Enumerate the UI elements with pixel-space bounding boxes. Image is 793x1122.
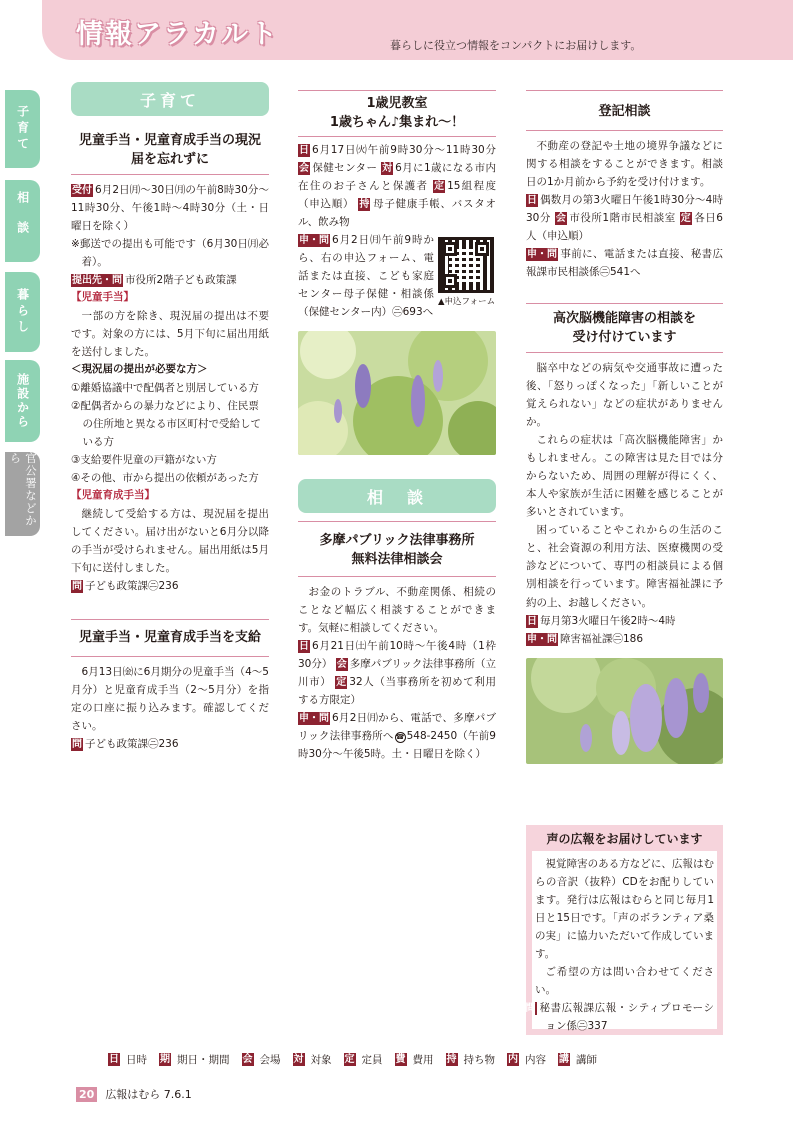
tag-venue: 会: [299, 162, 309, 174]
paragraph: 視覚障害のある方などに、広報はむらの音訳（抜粋）CDをお配りしています。発行は広報はむらと同じ毎月1日と15日です。「声のボランティア桑の実」に協力いただいて作成しています。: [535, 858, 714, 961]
column-1: [71, 82, 269, 753]
paragraph: 一部の方を除き、現況届の提出は不要です。対象の方には、5月下旬に届出用紙を送付しました。: [71, 309, 269, 358]
tag-inquiry: 問: [72, 581, 82, 593]
submit-line: [71, 271, 269, 289]
legend-label: 定員: [361, 1054, 383, 1066]
article-title: [298, 521, 496, 577]
tag-apply: 申・問: [299, 234, 329, 246]
tag-apply: 申・問: [527, 249, 557, 261]
article-body: [298, 141, 496, 231]
list-item: ②配偶者からの暴力などにより、住民票の住所地と異なる市区町村で受給している方: [71, 399, 262, 448]
apply-line: [298, 709, 496, 763]
legend-tag: 定: [344, 1054, 355, 1065]
article-body: [298, 637, 496, 709]
article-title: [298, 90, 496, 137]
contact-text: 秘書広報課広報・シティプロモーション係㋥337: [539, 1002, 714, 1033]
side-tab-living[interactable]: [5, 272, 40, 352]
legend-tag: 会: [242, 1054, 253, 1065]
column-3: [526, 90, 723, 764]
article-title: [526, 303, 723, 353]
list-item: ③支給要件児童の戸籍がない方: [71, 453, 217, 466]
article-title-line: 多摩パブリック法律事務所: [319, 533, 475, 549]
legend-item: [293, 1052, 332, 1067]
mail-note: ※郵送での提出も可能です（6月30日㈪必着）。: [71, 237, 269, 268]
phone-icon: ☎: [395, 733, 405, 742]
section-header-childcare: 子育て: [71, 82, 269, 116]
venue-text: 保健センター: [312, 161, 378, 174]
apply-text: 6月2日㈪から、電話で、多摩パブリック法律事務所へ: [298, 712, 496, 743]
tag-date: 日: [527, 194, 537, 206]
legend-label: 日時: [126, 1054, 147, 1066]
legend-label: 講師: [576, 1054, 597, 1066]
wisteria-image: [298, 331, 496, 455]
date-text: 6月17日㈫午前9時30分～11時30分: [312, 143, 496, 156]
box-body: [525, 851, 717, 1035]
tag-date: 日: [299, 144, 309, 156]
paragraph: これらの症状は「高次脳機能障害」かもしれません。この障害は見た目では分からないため、周囲の理解が得にくく、本人や家族が生活に困難を感じることが多いとされています。: [526, 434, 723, 519]
subhead-required: ＜現況届の提出が必要な方＞: [71, 362, 208, 375]
wisteria-image: [526, 658, 723, 764]
paragraph: 不動産の登記や土地の境界争議などに関する相談をすることができます。相談日の1か月前から予約を受け付けます。: [526, 139, 723, 188]
legend-label: 持ち物: [463, 1054, 495, 1066]
article-body: [71, 181, 269, 235]
side-tab-label: 施設から: [15, 373, 30, 429]
tag-date: 日: [527, 615, 537, 627]
legend-label: 内容: [525, 1054, 546, 1066]
contact-line: [525, 999, 714, 1035]
side-tab-childcare[interactable]: [5, 90, 40, 168]
contact-line: [71, 735, 269, 753]
apply-text: 障害福祉課㋥186: [560, 632, 644, 645]
submit-text: 市役所2階子ども政策課: [125, 273, 237, 286]
subhead-upbringing-allowance: 【児童育成手当】: [71, 489, 155, 502]
page-footer: [76, 1086, 192, 1102]
article-title-text: 児童手当・児童育成手当の現況届を忘れずに: [78, 133, 261, 167]
tag-capacity: 定: [336, 677, 347, 689]
legend-tag: 講: [559, 1054, 569, 1065]
side-tab-consult[interactable]: [5, 180, 40, 262]
qr-finder: [443, 242, 457, 256]
date-text: 偶数月の第3火曜日午後1時30分～4時30分: [526, 193, 723, 225]
legend-label: 対象: [310, 1054, 332, 1066]
list-item: ①離婚協議中で配偶者と別居している方: [71, 381, 259, 394]
paragraph: 継続して受給する方は、現況届を提出してください。届け出がないと6月分以降の手当が受けられません。届出用紙は5月下旬に送付しました。: [71, 507, 269, 575]
tag-reception: 受付: [72, 184, 92, 196]
column-2: [298, 90, 496, 763]
target-text: 6月に1歳になる市内在住のお子さんと保護者: [298, 161, 496, 192]
paragraph: 困っていることやこれからの生活のこと、社会資源の利用方法、医療機関の受診などについて、専門の相談員による個別相談を行っています。障害福祉課に予約の上、お越しください。: [526, 524, 723, 609]
date-line: [526, 612, 723, 630]
venue-text: 多摩パブリック法律事務所（立川市）: [298, 658, 496, 689]
side-tab-facilities[interactable]: [5, 360, 40, 442]
voice-pr-box: [526, 825, 723, 1035]
legend-label: 費用: [412, 1054, 434, 1066]
article-title: [71, 619, 269, 657]
legend-item: [344, 1052, 383, 1067]
article-title-line: 受け付けています: [572, 330, 677, 346]
qr-caption: ▲申込フォーム: [438, 296, 496, 307]
subhead-child-allowance: 【児童手当】: [71, 290, 134, 303]
contact-text: 子ども政策課㋥236: [85, 580, 179, 593]
qr-finder: [443, 274, 457, 288]
tag-target: 対: [382, 162, 393, 174]
legend-tag: 期: [160, 1054, 170, 1065]
page-number: 20: [76, 1087, 97, 1102]
article-title: [71, 126, 269, 175]
legend-label: 期日・期間: [177, 1054, 230, 1066]
tag-venue: 会: [336, 659, 347, 671]
reception-text: 6月2日㈪～30日㈪の午前8時30分～11時30分、午後1時～4時30分（土・日曜日を除く）: [71, 183, 269, 232]
legend-item: [159, 1052, 230, 1067]
apply-block: [298, 231, 496, 321]
legend-item: [507, 1052, 546, 1067]
tag-inquiry: 問: [525, 1003, 536, 1015]
article-title-text: 登記相談: [598, 104, 651, 119]
article-title-text: 児童手当・児童育成手当を支給: [78, 630, 261, 646]
legend-item: [558, 1052, 597, 1067]
date-text: 6月21日㈯午前10時～午後4時（1枠30分）: [298, 639, 496, 671]
capacity-text: 32人（当事務所を初めて利用する方限定）: [298, 676, 496, 707]
side-tab-label: 相談: [15, 191, 30, 251]
legend-tag: 日: [109, 1054, 119, 1065]
tag-capacity: 定: [680, 213, 691, 225]
tag-inquiry: 問: [72, 739, 82, 751]
article-title-line: 1歳児教室: [366, 96, 428, 111]
capacity-text: 15組程度（申込順）: [298, 179, 496, 210]
tag-venue: 会: [555, 213, 566, 225]
apply-line: [526, 630, 723, 648]
apply-text: 事前に、電話または直接、秘書広報課市民相談係㋥541へ: [526, 248, 723, 279]
page-title: 情報アラカルト: [76, 19, 279, 50]
tag-apply: 申・問: [527, 633, 557, 645]
legend-tag: 費: [395, 1054, 406, 1065]
phone-number: 548-2450: [406, 730, 458, 743]
date-text: 毎月第3火曜日午後2時～4時: [540, 614, 676, 627]
section-header-consult: 相 談: [298, 479, 496, 513]
paragraph: お金のトラブル、不動産関係、相続のことなど幅広く相談することができます。気軽に相談してください。: [298, 585, 496, 634]
article-title: [526, 90, 723, 131]
box-title: 声の広報をお届けしています: [526, 825, 723, 851]
apply-line: [298, 231, 434, 321]
contact-line: [71, 577, 269, 595]
list-item: ④その他、市から提出の依頼があった方: [71, 472, 259, 485]
legend-tag: 内: [508, 1054, 518, 1065]
qr-block: [438, 231, 496, 321]
legend-item: [242, 1052, 281, 1067]
issue-label: 広報はむら 7.6.1: [105, 1088, 192, 1101]
tag-legend: [108, 1052, 597, 1067]
side-tab-offices[interactable]: [5, 452, 40, 536]
side-tab-label: 官公署などから: [8, 452, 39, 527]
tag-apply: 申・問: [299, 713, 329, 725]
side-tab-label: 暮らし: [15, 288, 30, 336]
tag-capacity: 定: [434, 180, 445, 192]
tag-bring: 持: [359, 198, 370, 210]
apply-text: 6月2日㈪午前9時から、右の申込フォーム、電話または直接、こども家庭センター母子保健・相談係（保健センター内）㋥693へ: [298, 233, 434, 319]
bring-text: 母子健康手帳、バスタオル、飲み物: [298, 197, 497, 228]
contact-text: 子ども政策課㋥236: [85, 738, 179, 751]
tag-date: 日: [299, 640, 309, 652]
article-body: [526, 191, 723, 245]
wisteria-photo: [298, 331, 496, 455]
apply-line: [526, 245, 723, 281]
page-subtitle: 暮らしに役立つ情報をコンパクトにお届けします。: [390, 39, 642, 52]
capacity-text: 各日6人（申込順）: [526, 212, 723, 243]
page-header: [42, 0, 793, 60]
hours-text: （午前9時30分～午後5時。土・日曜日を除く）: [298, 730, 496, 761]
wisteria-photo: [526, 658, 723, 764]
legend-item: [108, 1052, 147, 1067]
venue-text: 市役所1階市民相談室: [568, 212, 676, 225]
legend-item: [446, 1052, 496, 1067]
article-title-line: 無料法律相談会: [351, 552, 443, 567]
qr-code[interactable]: [438, 237, 494, 293]
legend-tag: 対: [293, 1054, 304, 1065]
paragraph: 6月13日㈮に6月期分の児童手当（4～5月分）と児童育成手当（2～5月分）を指定の口座に振り込みます。確認してください。: [71, 666, 269, 733]
legend-item: [395, 1052, 434, 1067]
paragraph: ご希望の方は問い合わせてください。: [535, 966, 714, 997]
paragraph: 脳卒中などの病気や交通事故に遭った後、「怒りっぽくなった」「新しいことが覚えられない」などの症状がありませんか。: [526, 361, 723, 429]
qr-finder: [475, 242, 489, 256]
article-title-line: 1歳ちゃん♪集まれ～！: [329, 114, 465, 130]
tag-submit: 提出先・問: [72, 274, 122, 286]
legend-label: 会場: [259, 1054, 281, 1066]
side-tab-label: 子育て: [15, 105, 30, 153]
legend-tag: 持: [446, 1054, 457, 1065]
article-title-line: 高次脳機能障害の相談を: [552, 311, 696, 327]
